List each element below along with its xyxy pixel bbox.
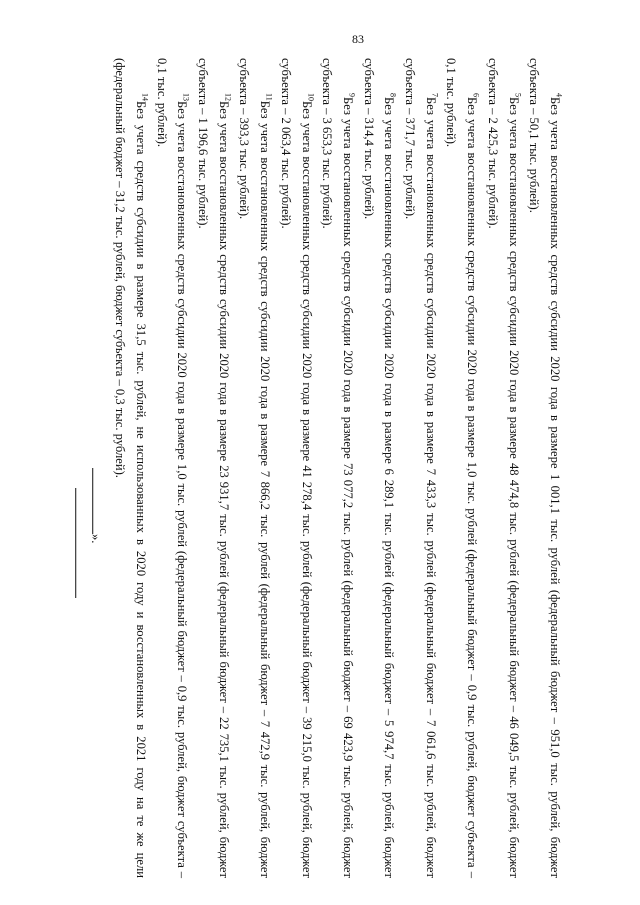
footnote-10 bbox=[275, 58, 316, 878]
footnote-marker: 13 bbox=[181, 93, 191, 101]
footnote-text: Без учета восстановленных средств субсидии 2020 года в размере 7 433,3 тыс. рублей (федеральный бюджет – 7 061,6 тыс. рублей, бюджет субъекта – 371,7 тыс. рублей). bbox=[403, 58, 439, 878]
footnote-6 bbox=[441, 58, 482, 878]
footnote-marker: 7 bbox=[430, 93, 440, 97]
footnote-text: Без учета средств субсидии в размере 31,5 тыс. рублей, не использованных в 2020 году и восстановленных в 2021 году на те же цели (федеральный бюджет – 31,2 тыс. рублей, бюджет субъекта – 0,3 тыс. рублей). bbox=[113, 58, 149, 878]
footnote-7 bbox=[400, 58, 441, 878]
footnote-text: Без учета восстановленных средств субсидии 2020 года в размере 1,0 тыс. рублей (федеральный бюджет – 0,9 тыс. рублей, бюджет субъекта – 0,1 тыс. рублей). bbox=[154, 58, 190, 878]
closing-underline bbox=[92, 468, 93, 534]
footnote-marker: 5 bbox=[513, 93, 523, 97]
footnote-marker: 10 bbox=[305, 93, 315, 101]
footnote-14 bbox=[110, 58, 151, 878]
footnote-9 bbox=[317, 58, 358, 878]
footnote-8 bbox=[358, 58, 399, 878]
footnote-text: Без учета восстановленных средств субсидии 2020 года в размере 73 077,2 тыс. рублей (федеральный бюджет – 69 423,9 тыс. рублей, бюджет субъекта – 3 653,3 тыс. рублей). bbox=[320, 58, 356, 878]
footnote-marker: 6 bbox=[471, 93, 481, 97]
footnote-marker: 9 bbox=[347, 93, 357, 97]
footnote-text: Без учета восстановленных средств субсидии 2020 года в размере 41 278,4 тыс. рублей (федеральный бюджет – 39 215,0 тыс. рублей, бюджет субъекта – 2 063,4 тыс. рублей). bbox=[279, 58, 314, 878]
end-rule bbox=[75, 488, 76, 598]
page-number: 83 bbox=[352, 32, 364, 46]
footnotes-block bbox=[75, 58, 565, 878]
footnote-11 bbox=[234, 58, 275, 878]
footnote-4 bbox=[524, 58, 565, 878]
footnote-marker: 12 bbox=[223, 93, 233, 101]
footnote-text: Без учета восстановленных средств субсидии 2020 года в размере 1,0 тыс. рублей (федеральный бюджет – 0,9 тыс. рублей, бюджет субъекта – 0,1 тыс. рублей). bbox=[444, 58, 480, 878]
footnote-13 bbox=[151, 58, 192, 878]
footnote-marker: 14 bbox=[140, 93, 150, 101]
footnote-text: Без учета восстановленных средств субсидии 2020 года в размере 1 001,1 тыс. рублей (федеральный бюджет – 951,0 тыс. рублей, бюджет субъекта – 50,1 тыс. рублей). bbox=[527, 58, 563, 878]
footnote-text: Без учета восстановленных средств субсидии 2020 года в размере 7 866,2 тыс. рублей (федеральный бюджет – 7 472,9 тыс. рублей, бюджет субъекта – 393,3 тыс. рублей). bbox=[237, 58, 273, 878]
footnote-marker: 8 bbox=[388, 93, 398, 97]
footnote-marker: 4 bbox=[554, 93, 564, 97]
footnote-text: Без учета восстановленных средств субсидии 2020 года в размере 6 289,1 тыс. рублей (федеральный бюджет – 5 974,7 тыс. рублей, бюджет субъекта – 314,4 тыс. рублей). bbox=[361, 58, 397, 878]
footnote-text: Без учета восстановленных средств субсидии 2020 года в размере 23 931,7 тыс. рублей (федеральный бюджет – 22 735,1 тыс. рублей, бюджет субъекта – 1 196,6 тыс. рублей). bbox=[196, 58, 231, 878]
closing-marker bbox=[88, 468, 104, 544]
closing-quote: ». bbox=[88, 534, 103, 544]
footnote-5 bbox=[482, 58, 523, 878]
footnote-marker: 11 bbox=[264, 93, 274, 101]
footnote-12 bbox=[193, 58, 234, 878]
footnote-text: Без учета восстановленных средств субсидии 2020 года в размере 48 474,8 тыс. рублей (федеральный бюджет – 46 049,5 тыс. рублей, бюджет субъекта – 2 425,3 тыс. рублей). bbox=[486, 58, 521, 878]
